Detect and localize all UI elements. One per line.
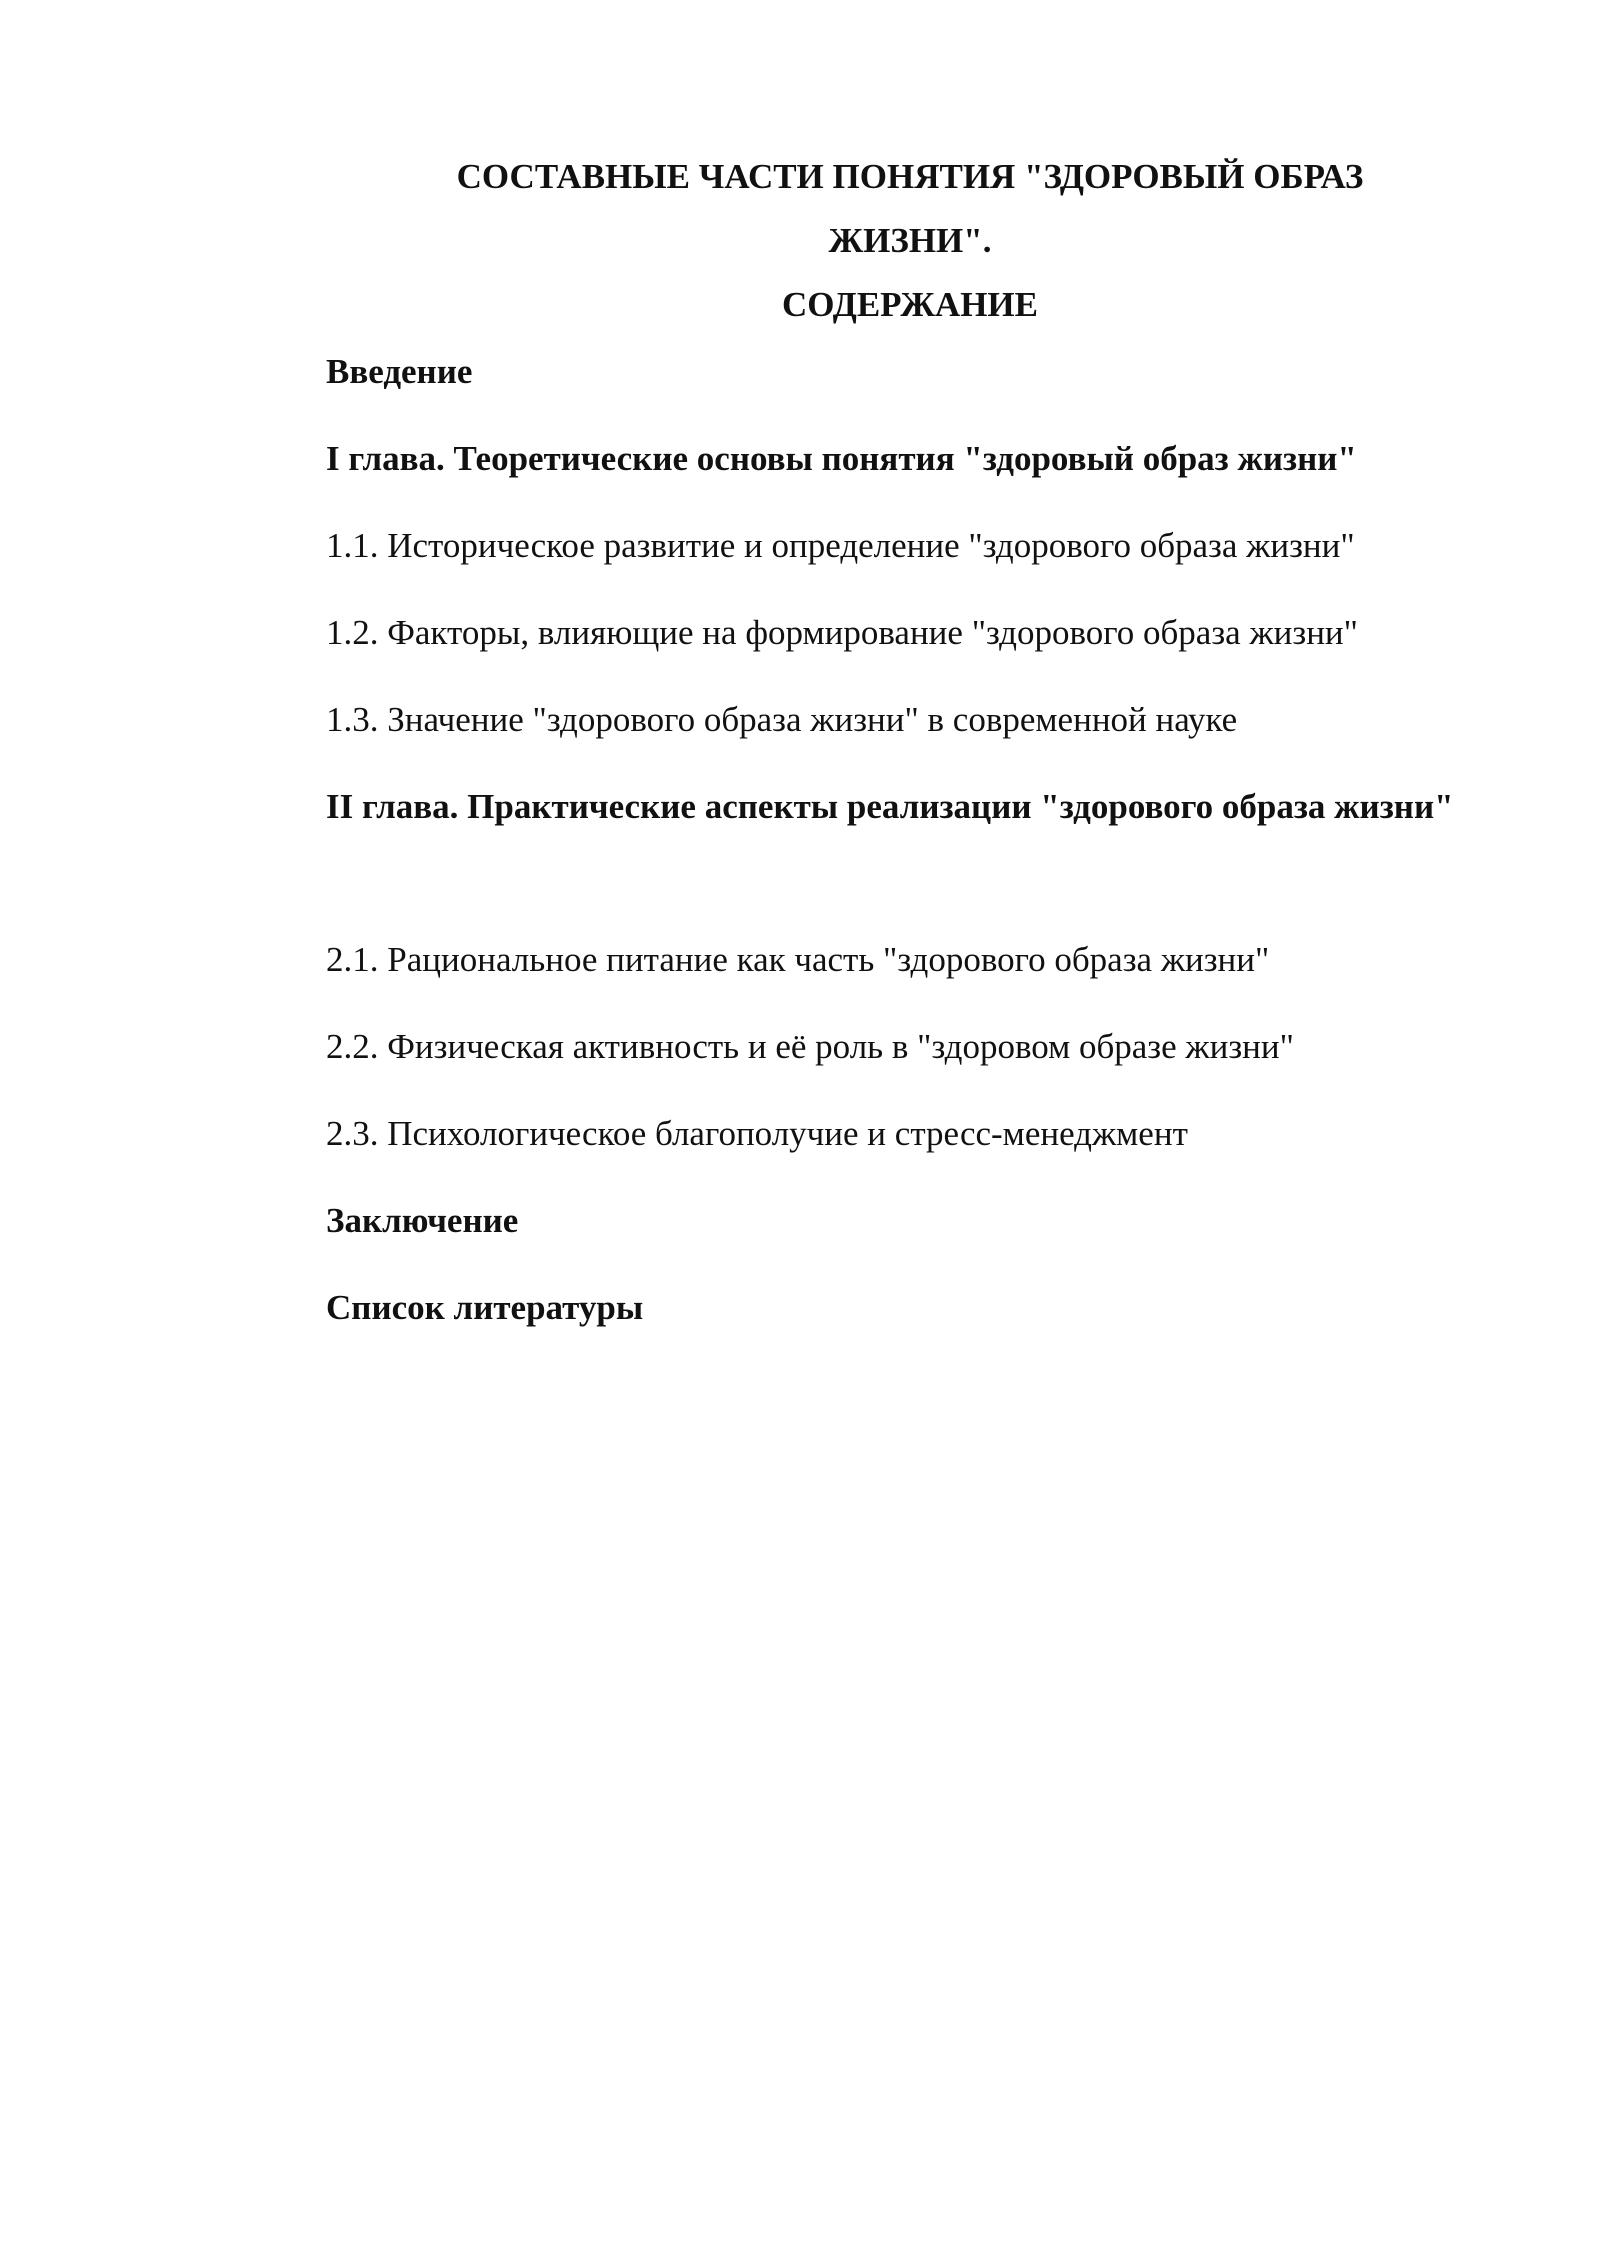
toc-entry-introduction: Введение [326, 352, 473, 391]
title-line-2: ЖИЗНИ". [828, 221, 992, 260]
toc-entry-chapter-2: II глава. Практические аспекты реализации "здорового образа жизни" [326, 787, 1454, 826]
toc-entry-1-1: 1.1. Историческое развитие и определение "здорового образа жизни" [326, 526, 1355, 565]
toc-entry-chapter-1: I глава. Теоретические основы понятия "здоровый образ жизни" [326, 439, 1357, 478]
toc-entry-2-3: 2.3. Психологическое благополучие и стресс-менеджмент [326, 1114, 1188, 1153]
toc-entry-references: Список литературы [326, 1288, 644, 1327]
toc-entry-1-2: 1.2. Факторы, влияющие на формирование "здорового образа жизни" [326, 613, 1358, 652]
toc-entry-conclusion: Заключение [326, 1201, 519, 1240]
toc-entry-2-1: 2.1. Рациональное питание как часть "здорового образа жизни" [326, 940, 1270, 979]
document-title [380, 145, 1440, 337]
toc-entry-1-3: 1.3. Значение "здорового образа жизни" в современной науке [326, 700, 1238, 739]
contents-heading: СОДЕРЖАНИЕ [781, 285, 1038, 324]
title-line-1: СОСТАВНЫЕ ЧАСТИ ПОНЯТИЯ "ЗДОРОВЫЙ ОБРАЗ [456, 157, 1364, 196]
toc-entry-2-2: 2.2. Физическая активность и её роль в "здоровом образе жизни" [326, 1027, 1294, 1066]
